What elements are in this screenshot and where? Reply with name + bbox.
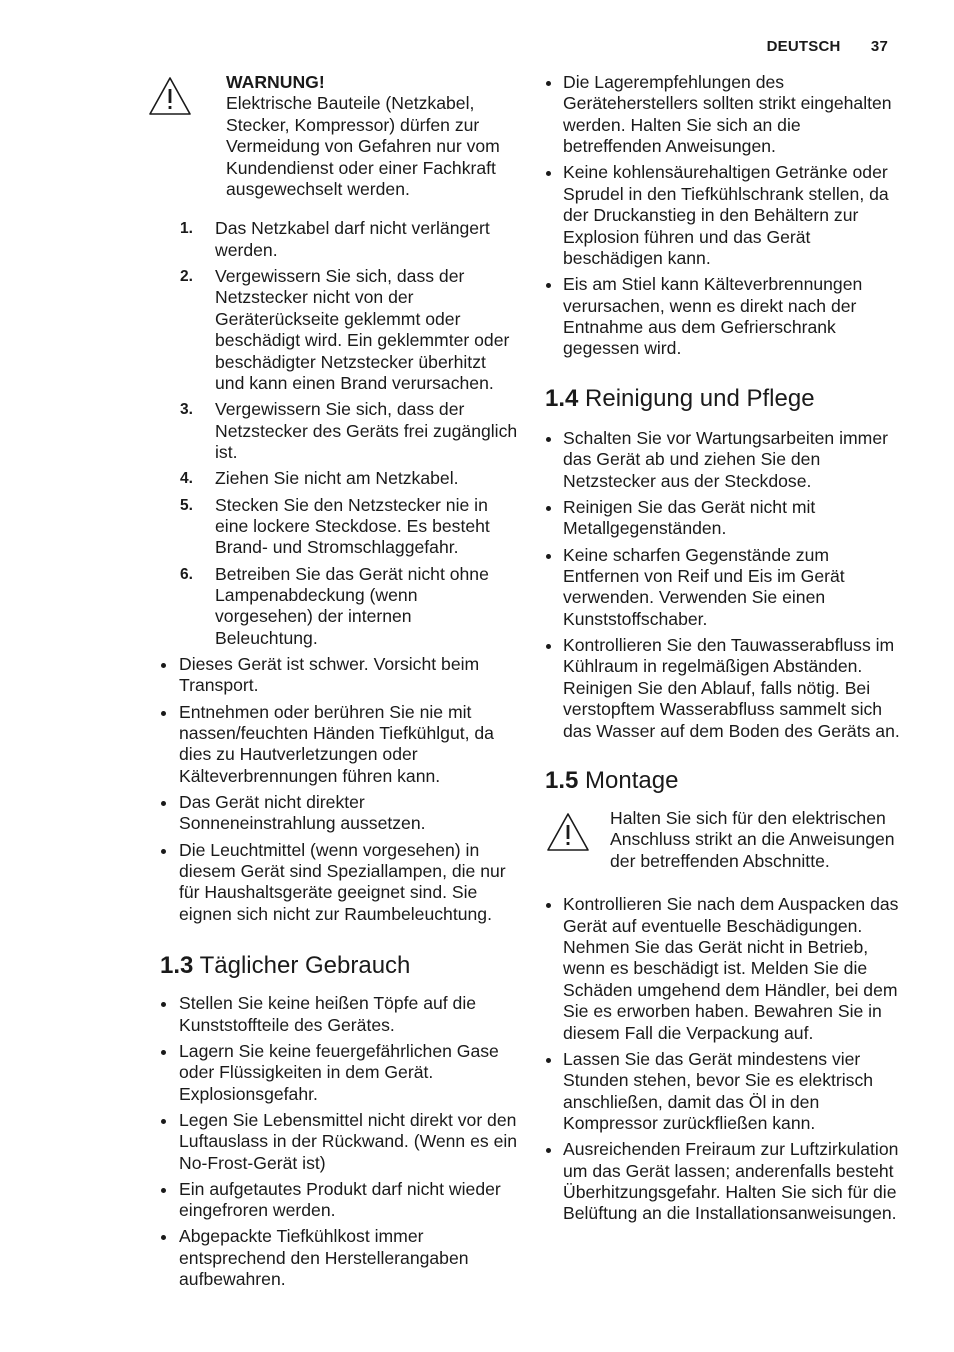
item-number: 4. [180,470,193,488]
left-column [144,72,518,1295]
list-item: Entnehmen oder berühren Sie nie mit nassen/feuchten Händen Tiefkühlgut, da dies zu Hautverletzungen oder Kälteverbrennungen führen kann. [144,702,518,788]
item-number: 5. [180,496,193,514]
list-item: Die Lagerempfehlungen des Geräteherstellers sollten strikt eingehalten werden. Halten Sie sich an die betreffenden Anweisungen. [528,72,900,158]
list-item: Stellen Sie keine heißen Töpfe auf die Kunststoffteile des Gerätes. [144,993,518,1036]
list-item: Lassen Sie das Gerät mindestens vier Stunden stehen, bevor Sie es elektrisch anschließen, damit das Öl in den Kompressor zurückfließen kann. [528,1049,900,1135]
list-item: Eis am Stiel kann Kälteverbrennungen verursachen, wenn es direkt nach der Entnahme aus dem Gefrierschrank gegessen wird. [528,274,900,360]
bullet-list [144,654,518,925]
list-item [144,564,518,650]
header-language: DEUTSCH [766,38,841,55]
list-item: Abgepackte Tiefkühlkost immer entsprechend den Herstellerangaben aufbewahren. [144,1226,518,1290]
section-title: Montage [585,766,679,794]
list-item: Die Leuchtmittel (wenn vorgesehen) in diesem Gerät sind Speziallampen, die nur für Haushaltsgeräte geeignet sind. Sie eignen sich nicht zur Raumbeleuchtung. [144,840,518,926]
warning-triangle-icon [546,812,590,852]
section-number: 1.5 [545,766,579,794]
warning-triangle-icon [148,76,192,116]
list-item [144,495,518,559]
item-number: 2. [180,268,193,286]
list-item: Kontrollieren Sie den Tauwasserabfluss im Kühlraum in regelmäßigen Abständen. Reinigen Sie den Ablauf, falls nötig. Bei verstopftem Wasserabfluss sammelt sich das Wasser auf dem Boden des Geräts an. [528,635,900,742]
warning-text: Halten Sie sich für den elektrischen Anschluss strikt an die Anweisungen der betreffenden Abschnitte. [610,807,895,871]
right-column [528,72,900,1230]
item-number: 1. [180,220,193,238]
warning-title: WARNUNG! [226,72,325,92]
warning-block [144,72,518,200]
list-item [144,399,518,463]
item-number: 6. [180,565,193,583]
item-number: 3. [180,401,193,419]
item-text: Vergewissern Sie sich, dass der Netzstecker des Geräts frei zugänglich ist. [215,399,518,463]
section-title: Reinigung und Pflege [585,384,815,412]
item-text: Stecken Sie den Netzstecker nie in eine lockere Steckdose. Es besteht Brand- und Stromschlaggefahr. [215,494,490,558]
list-item [144,218,518,261]
page-header [767,38,888,55]
bullet-list [528,428,900,742]
list-item: Ein aufgetautes Produkt darf nicht wieder eingefroren werden. [144,1179,518,1222]
page-number: 37 [870,38,888,55]
warning-block [528,808,900,872]
list-item [144,266,518,394]
warning-text: Elektrische Bauteile (Netzkabel, Stecker, Kompressor) dürfen zur Vermeidung von Gefahren nur vom Kundendienst oder einer Fachkraft ausgewechselt werden. [226,93,500,200]
list-item: Legen Sie Lebensmittel nicht direkt vor den Luftauslass in der Rückwand. (Wenn es ein No-Frost-Gerät ist) [144,1110,518,1174]
list-item: Kontrollieren Sie nach dem Auspacken das Gerät auf eventuelle Beschädigungen. Nehmen Sie das Gerät nicht in Betrieb, wenn es beschädigt ist. Melden Sie die Schäden umgehend dem Händler, bei dem Sie es erworben haben. Bewahren Sie in diesem Fall die Verpackung auf. [528,894,900,1044]
list-item: Das Gerät nicht direkter Sonneneinstrahlung aussetzen. [144,792,518,835]
section-number: 1.4 [545,384,579,412]
list-item: Ausreichenden Freiraum zur Luftzirkulation um das Gerät lassen; anderenfalls besteht Überhitzungsgefahr. Halten Sie sich für die Belüftung an die Installationsanweisungen. [528,1139,900,1225]
list-item: Keine scharfen Gegenstände zum Entfernen von Reif und Eis im Gerät verwenden. Verwenden Sie einen Kunststoffschaber. [528,545,900,631]
section-number: 1.3 [160,952,194,980]
section-heading-1-4 [545,384,900,414]
list-item: Schalten Sie vor Wartungsarbeiten immer das Gerät ab und ziehen Sie den Netzstecker aus der Steckdose. [528,428,900,492]
bullet-list [528,894,900,1225]
item-text: Das Netzkabel darf nicht verlängert werden. [215,218,490,260]
list-item [144,468,518,489]
item-text: Ziehen Sie nicht am Netzkabel. [215,468,459,489]
bullet-list [144,993,518,1290]
list-item: Reinigen Sie das Gerät nicht mit Metallgegenständen. [528,497,900,540]
item-text: Vergewissern Sie sich, dass der Netzstecker nicht von der Geräterückseite geklemmt oder beschädigt wird. Ein geklemmter oder beschädigter Netzstecker überhitzt und kann einen Brand verursachen. [215,266,510,394]
section-heading-1-5 [545,766,900,796]
list-item: Lagern Sie keine feuergefährlichen Gase oder Flüssigkeiten in dem Gerät. Explosionsgefahr. [144,1041,518,1105]
section-title: Täglicher Gebrauch [199,952,411,980]
list-item: Dieses Gerät ist schwer. Vorsicht beim Transport. [144,654,518,697]
section-heading-1-3 [160,951,518,981]
bullet-list [528,72,900,360]
numbered-list [144,218,518,649]
list-item: Keine kohlensäurehaltigen Getränke oder Sprudel in den Tiefkühlschrank stellen, da der Druckanstieg in den Behältern zur Explosion führen und das Gerät beschädigen kann. [528,162,900,269]
item-text: Betreiben Sie das Gerät nicht ohne Lampenabdeckung (wenn vorgesehen) der internen Beleuchtung. [215,563,489,648]
